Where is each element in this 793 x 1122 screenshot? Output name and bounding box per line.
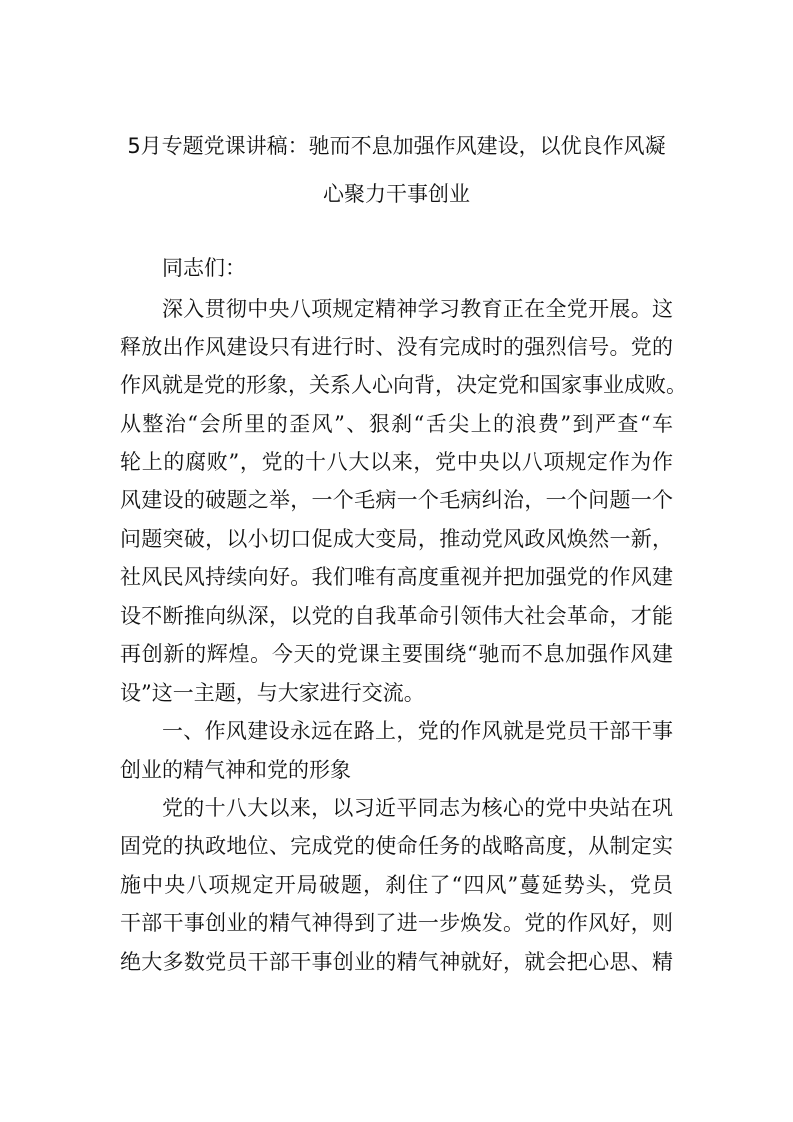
paragraph-1-line-5: 轮上的腐败”，党的十八大以来，党中央以八项规定作为作 <box>120 450 673 474</box>
paragraph-2-line-1: 党的十八大以来，以习近平同志为核心的党中央站在巩 <box>162 796 673 820</box>
paragraph-2-line-3: 施中央八项规定开局破题，刹住了“四风”蔓延势头，党员 <box>120 873 673 897</box>
greeting: 同志们： <box>162 256 246 280</box>
paragraph-2-line-4: 干部干事创业的精气神得到了进一步焕发。党的作风好，则 <box>120 911 673 935</box>
paragraph-1-line-8: 社风民风持续向好。我们唯有高度重视并把加强党的作风建 <box>120 565 673 589</box>
paragraph-2-line-2: 固党的执政地位、完成党的使命任务的战略高度，从制定实 <box>120 834 673 858</box>
paragraph-1-line-11: 设”这一主题，与大家进行交流。 <box>120 681 425 705</box>
paragraph-1-line-3: 作风就是党的形象，关系人心向背，决定党和国家事业成败。 <box>120 373 687 397</box>
paragraph-1-line-4: 从整治“会所里的歪风”、狠刹“舌尖上的浪费”到严查“车 <box>120 412 673 436</box>
section-heading-1-line-1: 一、作风建设永远在路上，党的作风就是党员干部干事 <box>162 719 673 743</box>
paragraph-1-line-10: 再创新的辉煌。今天的党课主要围绕“驰而不息加强作风建 <box>120 642 673 666</box>
paragraph-1-line-2: 释放出作风建设只有进行时、没有完成时的强烈信号。党的 <box>120 335 673 359</box>
paragraph-1-line-7: 问题突破，以小切口促成大变局，推动党风政风焕然一新， <box>120 527 673 551</box>
paragraph-1-line-6: 风建设的破题之举，一个毛病一个毛病纠治，一个问题一个 <box>120 488 673 512</box>
document-title-line-1: 5月专题党课讲稿：驰而不息加强作风建设，以优良作风凝 <box>127 134 666 158</box>
section-heading-1-line-2: 创业的精气神和党的形象 <box>120 758 351 782</box>
paragraph-1-line-9: 设不断推向纵深，以党的自我革命引领伟大社会革命，才能 <box>120 604 673 628</box>
paragraph-1-line-1: 深入贯彻中央八项规定精神学习教育正在全党开展。这 <box>162 297 673 321</box>
document-title-line-2: 心聚力干事创业 <box>323 182 470 206</box>
paragraph-2-line-5: 绝大多数党员干部干事创业的精气神就好，就会把心思、精 <box>120 950 673 974</box>
